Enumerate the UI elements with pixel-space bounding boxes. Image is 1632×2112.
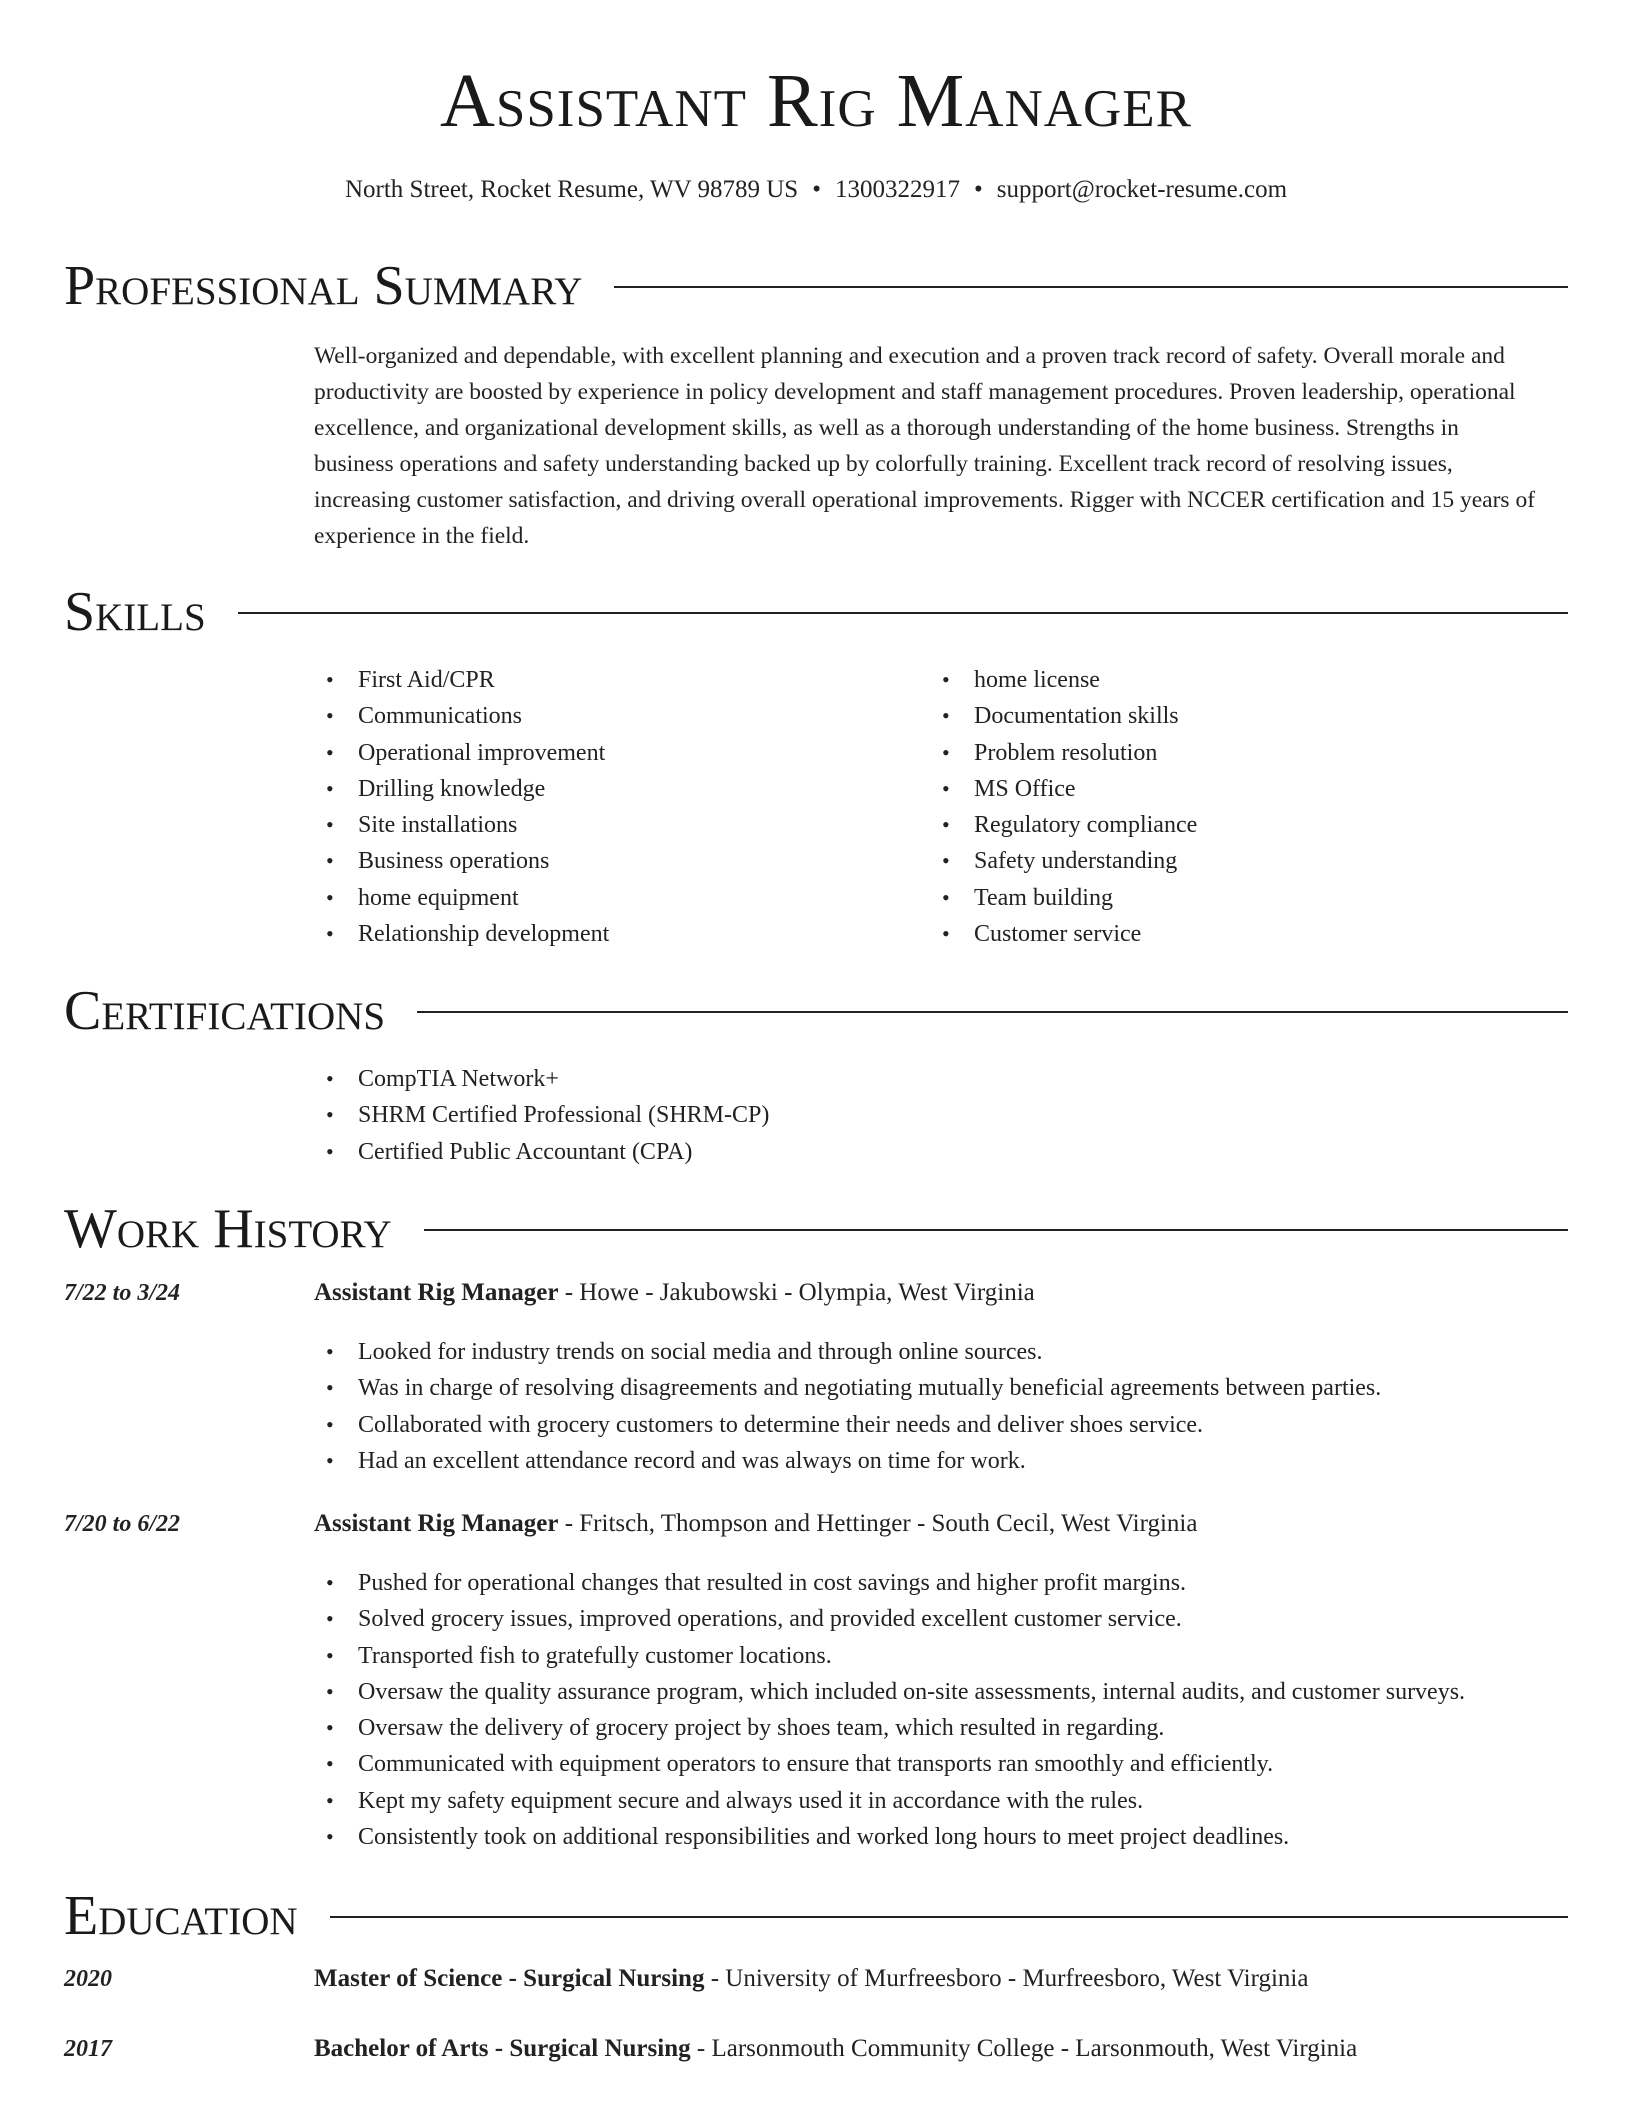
section-divider <box>330 1916 1568 1918</box>
list-item: • home license <box>930 662 1530 698</box>
list-item: • Business operations <box>314 843 914 879</box>
job-title-line <box>314 1510 1197 1538</box>
summary-section-header <box>64 255 1568 317</box>
list-item: • Team building <box>930 880 1530 916</box>
job-dates: 7/20 to 6/22 <box>64 1511 181 1537</box>
list-item: • Oversaw the delivery of grocery project by shoes team, which resulted in regarding. <box>314 1710 1564 1746</box>
list-item: • Operational improvement <box>314 735 914 771</box>
skills-list-right <box>930 662 1530 952</box>
contact-separator: • <box>973 176 983 203</box>
work-history-section-header <box>64 1198 1568 1260</box>
certifications-list <box>314 1061 1514 1170</box>
list-item: • Site installations <box>314 807 914 843</box>
section-divider <box>424 1229 1568 1231</box>
job-role: Assistant Rig Manager <box>314 1510 559 1537</box>
job-dates: 7/22 to 3/24 <box>64 1280 181 1306</box>
list-item: • Transported fish to gratefully customer locations. <box>314 1638 1564 1674</box>
education-line <box>314 1965 1308 1993</box>
contact-address: North Street, Rocket Resume, WV 98789 US <box>344 176 799 203</box>
education-school: - Larsonmouth Community College - Larsonmouth, West Virginia <box>690 2035 1358 2062</box>
list-item: • Had an excellent attendance record and was always on time for work. <box>314 1443 1564 1479</box>
section-title: Work History <box>64 1198 392 1260</box>
education-degree: Bachelor of Arts - Surgical Nursing <box>314 2035 691 2062</box>
skills-list-left <box>314 662 914 952</box>
list-item: • Communications <box>314 698 914 734</box>
section-divider <box>417 1011 1568 1013</box>
job-company: - Howe - Jakubowski - Olympia, West Virginia <box>558 1279 1035 1306</box>
list-item: • Certified Public Accountant (CPA) <box>314 1134 1514 1170</box>
education-year: 2017 <box>64 2036 112 2062</box>
contact-separator: • <box>812 176 821 203</box>
list-item: • CompTIA Network+ <box>314 1061 1514 1097</box>
list-item: • Documentation skills <box>930 698 1530 734</box>
list-item: • Oversaw the quality assurance program, which included on-site assessments, internal audits, and customer surveys. <box>314 1674 1564 1710</box>
skills-section-header <box>64 581 1568 643</box>
list-item: • MS Office <box>930 771 1530 807</box>
job-company: - Fritsch, Thompson and Hettinger - South Cecil, West Virginia <box>558 1510 1198 1537</box>
list-item: • Collaborated with grocery customers to determine their needs and deliver shoes service. <box>314 1407 1564 1443</box>
job-title-line <box>314 1279 1035 1307</box>
summary-text: Well-organized and dependable, with excellent planning and execution and a proven track record of safety. Overall morale and productivity are boosted by experience in policy development and staff management procedures. Proven leadership, operational excellence, and organizational development skills, as well as a thorough understanding of the home business. Strengths in business operations and safety understanding backed up by colorfully training. Excellent track record of resolving issues, increasing customer satisfaction, and driving overall operational improvements. Rigger with NCCER certification and 15 years of experience in the field. <box>314 343 1536 549</box>
contact-phone: 1300322917 <box>834 176 960 203</box>
list-item: • Customer service <box>930 916 1530 952</box>
education-line <box>314 2035 1357 2063</box>
education-section-header <box>64 1885 1568 1947</box>
list-item: • Problem resolution <box>930 735 1530 771</box>
list-item: • Looked for industry trends on social media and through online sources. <box>314 1334 1564 1370</box>
list-item: • First Aid/CPR <box>314 662 914 698</box>
section-divider <box>238 612 1568 614</box>
list-item: • SHRM Certified Professional (SHRM-CP) <box>314 1097 1514 1133</box>
job-bullets <box>314 1565 1564 1855</box>
list-item: • Regulatory compliance <box>930 807 1530 843</box>
list-item: • Drilling knowledge <box>314 771 914 807</box>
education-year: 2020 <box>64 1966 112 1992</box>
section-title: Skills <box>64 581 206 643</box>
certifications-section-header <box>64 980 1568 1042</box>
section-title: Professional Summary <box>64 255 583 317</box>
list-item: • home equipment <box>314 880 914 916</box>
education-degree: Master of Science - Surgical Nursing <box>314 1965 705 1992</box>
education-school: - University of Murfreesboro - Murfreesboro, West Virginia <box>704 1965 1309 1992</box>
section-divider <box>614 286 1568 288</box>
list-item: • Solved grocery issues, improved operations, and provided excellent customer service. <box>314 1601 1564 1637</box>
job-bullets <box>314 1334 1564 1479</box>
list-item: • Communicated with equipment operators to ensure that transports ran smoothly and efficiently. <box>314 1746 1564 1782</box>
contact-email[interactable]: support@rocket-resume.com <box>996 176 1288 203</box>
resume-name: Assistant Rig Manager <box>439 59 1193 143</box>
section-title: Education <box>64 1885 298 1947</box>
contact-line <box>0 176 1632 204</box>
list-item: • Relationship development <box>314 916 914 952</box>
section-title: Certifications <box>64 980 386 1042</box>
list-item: • Was in charge of resolving disagreements and negotiating mutually beneficial agreements between parties. <box>314 1370 1564 1406</box>
list-item: • Pushed for operational changes that resulted in cost savings and higher profit margins. <box>314 1565 1564 1601</box>
list-item: • Safety understanding <box>930 843 1530 879</box>
list-item: • Consistently took on additional responsibilities and worked long hours to meet project deadlines. <box>314 1819 1564 1855</box>
list-item: • Kept my safety equipment secure and always used it in accordance with the rules. <box>314 1783 1564 1819</box>
job-role: Assistant Rig Manager <box>314 1279 559 1306</box>
